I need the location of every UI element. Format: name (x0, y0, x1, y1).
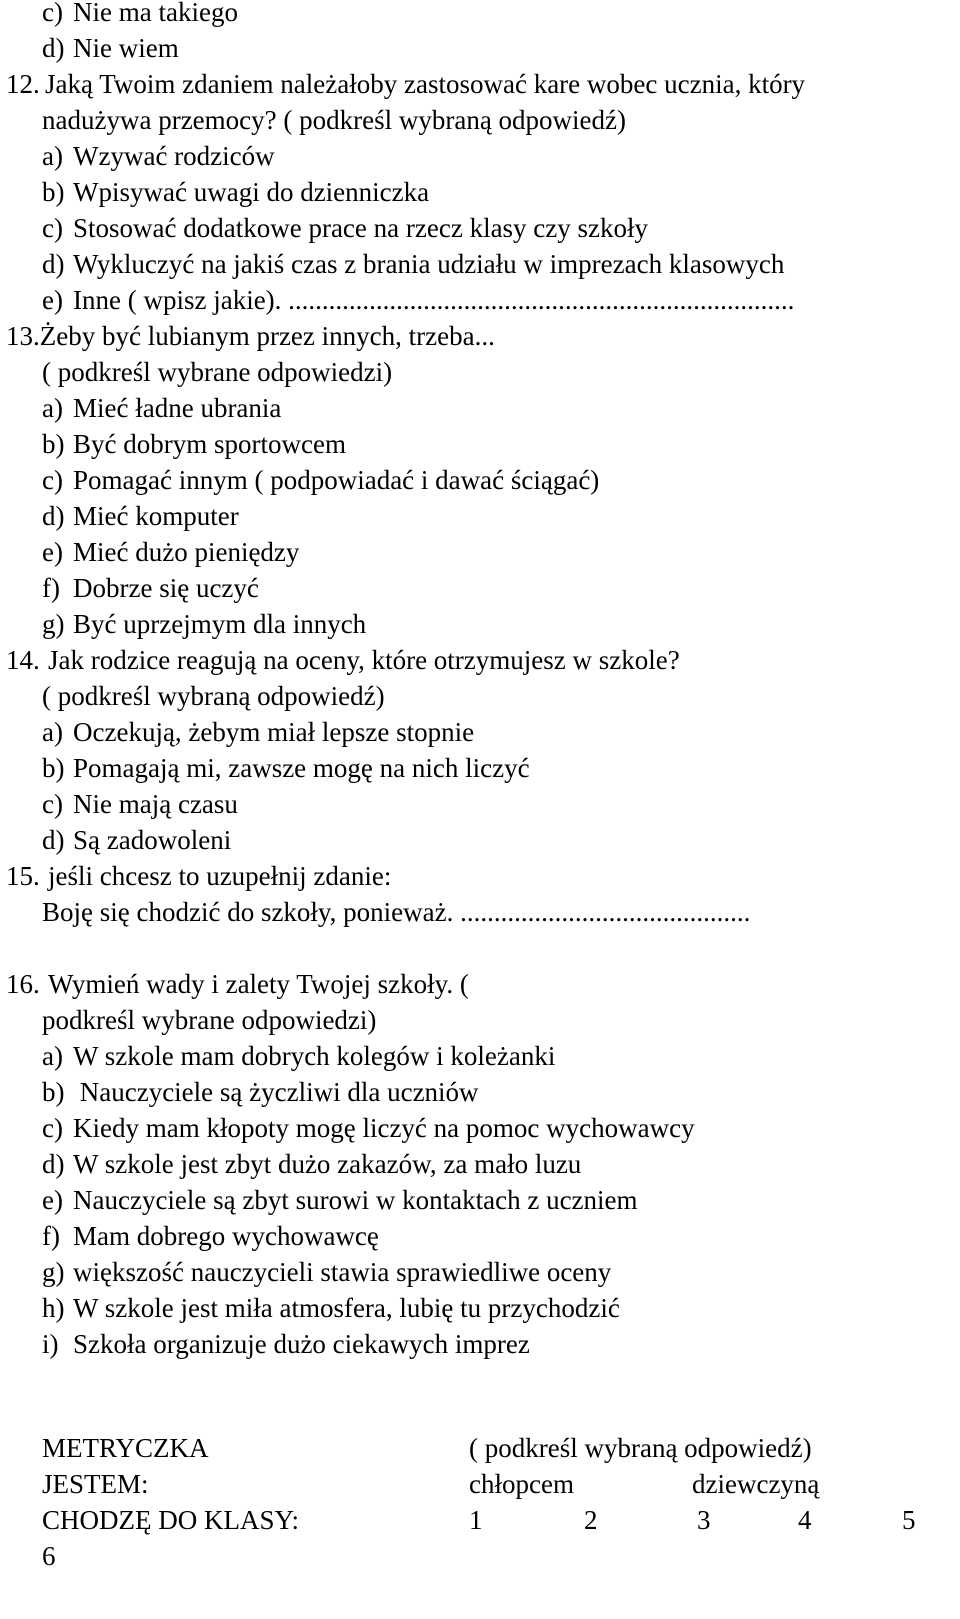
option-marker: e) (42, 285, 63, 315)
option-text: Pomagać innym ( podpowiadać i dawać ściągać) (73, 465, 600, 495)
q14-option-b (42, 750, 530, 786)
q13-instruction (42, 354, 392, 390)
q12-option-a (42, 138, 275, 174)
gender-option-boy[interactable]: chłopcem (469, 1469, 574, 1499)
q14-instruction (42, 678, 385, 714)
option-marker: f) (42, 573, 60, 603)
q16-instruction (42, 1002, 376, 1038)
option-marker: c) (42, 789, 63, 819)
option-marker: d) (42, 825, 65, 855)
option-marker: a) (42, 717, 63, 747)
question-text: jeśli chcesz to uzupełnij zdanie: (48, 861, 392, 891)
option-marker: b) (42, 429, 65, 459)
q14-option-d (42, 822, 231, 858)
option-marker: a) (42, 1041, 63, 1071)
q11-option-c (42, 0, 238, 30)
q13-option-b (42, 426, 346, 462)
q13-option-g (42, 606, 366, 642)
q12-question-cont (42, 102, 626, 138)
option-marker: e) (42, 1185, 63, 1215)
option-text: Nauczyciele są życzliwi dla uczniów (73, 1077, 479, 1107)
q16-option-g (42, 1254, 611, 1290)
class-option-4[interactable]: 4 (798, 1505, 812, 1535)
q13-option-e (42, 534, 299, 570)
class-option-3[interactable]: 3 (697, 1505, 711, 1535)
q14-option-c (42, 786, 238, 822)
q15-sentence (42, 894, 750, 930)
q14-option-a (42, 714, 474, 750)
q13-option-f (42, 570, 259, 606)
option-marker: d) (42, 501, 65, 531)
q16-option-h (42, 1290, 620, 1326)
option-marker: g) (42, 609, 65, 639)
question-text: Wymień wady i zalety Twojej szkoły. ( (48, 969, 469, 999)
option-text: Wykluczyć na jakiś czas z brania udziału w imprezach klasowych (73, 249, 785, 279)
q16-option-a (42, 1038, 555, 1074)
q16-question (6, 966, 469, 1002)
jestem-label: JESTEM: (42, 1469, 149, 1499)
question-number: 14. (6, 645, 40, 675)
q16-option-e (42, 1182, 638, 1218)
option-marker: e) (42, 537, 63, 567)
q13-option-a (42, 390, 281, 426)
option-marker: b) (42, 177, 65, 207)
q16-option-d (42, 1146, 581, 1182)
option-text: Nie mają czasu (73, 789, 238, 819)
option-marker: a) (42, 393, 63, 423)
option-text: Nauczyciele są zbyt surowi w kontaktach z uczniem (73, 1185, 638, 1215)
q13-option-c (42, 462, 599, 498)
q12-question (6, 66, 805, 102)
q12-option-e (42, 282, 794, 318)
question-text: Jak rodzice reagują na oceny, które otrzymujesz w szkole? (48, 645, 680, 675)
option-text: Mieć dużo pieniędzy (73, 537, 300, 567)
option-marker: c) (42, 0, 63, 27)
option-text: większość nauczycieli stawia sprawiedliwe oceny (73, 1257, 612, 1287)
option-marker: h) (42, 1293, 65, 1323)
option-text: Kiedy mam kłopoty mogę liczyć na pomoc wychowawcy (73, 1113, 695, 1143)
option-marker: c) (42, 1113, 63, 1143)
q15-question (6, 858, 391, 894)
class-option-1[interactable]: 1 (469, 1505, 483, 1535)
q13-option-d (42, 498, 239, 534)
option-text: Dobrze się uczyć (73, 573, 259, 603)
question-number: 16. (6, 969, 40, 999)
class-option-5[interactable]: 5 (902, 1505, 916, 1535)
question-number: 15. (6, 861, 40, 891)
q16-option-f (42, 1218, 379, 1254)
option-text: Stosować dodatkowe prace na rzecz klasy czy szkoły (73, 213, 649, 243)
option-text: Mieć komputer (73, 501, 239, 531)
option-marker: i) (42, 1329, 59, 1359)
option-text: W szkole mam dobrych kolegów i koleżanki (73, 1041, 556, 1071)
option-text: Mam dobrego wychowawcę (73, 1221, 379, 1251)
option-text: Inne ( wpisz jakie). ........................................................................... (73, 285, 795, 315)
klasa-label: CHODZĘ DO KLASY: (42, 1505, 300, 1535)
option-text: Być uprzejmym dla innych (73, 609, 367, 639)
q13-question (6, 318, 495, 354)
metryczka-title: METRYCZKA (42, 1433, 209, 1463)
q12-option-b (42, 174, 429, 210)
sentence-to-complete: Boję się chodzić do szkoły, ponieważ. ........................................... (42, 897, 751, 927)
q16-option-c (42, 1110, 695, 1146)
option-text: Być dobrym sportowcem (73, 429, 346, 459)
option-text: Są zadowoleni (73, 825, 232, 855)
option-text: Nie wiem (73, 33, 179, 63)
q14-question (6, 642, 680, 678)
option-text: Nie ma takiego (73, 0, 238, 27)
option-text: Szkoła organizuje dużo ciekawych imprez (73, 1329, 530, 1359)
gender-option-girl[interactable]: dziewczyną (692, 1469, 820, 1499)
question-instruction: ( podkreśl wybrane odpowiedzi) (42, 357, 393, 387)
option-marker: g) (42, 1257, 65, 1287)
option-marker: a) (42, 141, 63, 171)
q12-option-d (42, 246, 784, 282)
question-instruction: ( podkreśl wybraną odpowiedź) (42, 681, 385, 711)
question-instruction: podkreśl wybrane odpowiedzi) (42, 1005, 377, 1035)
option-text: Wzywać rodziców (73, 141, 275, 171)
q11-option-d (42, 30, 179, 66)
question-text-cont: nadużywa przemocy? ( podkreśl wybraną odpowiedź) (42, 105, 627, 135)
question-number: 12. (6, 69, 40, 99)
option-text: Mieć ładne ubrania (73, 393, 282, 423)
option-text: W szkole jest miła atmosfera, lubię tu przychodzić (73, 1293, 620, 1323)
option-text: Wpisywać uwagi do dzienniczka (73, 177, 430, 207)
option-marker: d) (42, 249, 65, 279)
option-marker: c) (42, 465, 63, 495)
class-option-6[interactable]: 6 (42, 1541, 56, 1571)
option-marker: c) (42, 213, 63, 243)
option-marker: f) (42, 1221, 60, 1251)
option-text: Pomagają mi, zawsze mogę na nich liczyć (73, 753, 530, 783)
option-marker: b) (42, 1077, 65, 1107)
q16-option-i (42, 1326, 530, 1362)
option-marker: b) (42, 753, 65, 783)
option-marker: d) (42, 33, 65, 63)
option-text: Oczekują, żebym miał lepsze stopnie (73, 717, 475, 747)
q12-option-c (42, 210, 648, 246)
metryczka-instruction: ( podkreśl wybraną odpowiedź) (469, 1433, 812, 1463)
q16-option-b (42, 1074, 479, 1110)
question-text: 13.Żeby być lubianym przez innych, trzeba... (6, 321, 495, 351)
question-text: Jaką Twoim zdaniem należałoby zastosować kare wobec ucznia, który (45, 69, 806, 99)
option-marker: d) (42, 1149, 65, 1179)
class-option-2[interactable]: 2 (584, 1505, 598, 1535)
option-text: W szkole jest zbyt dużo zakazów, za mało luzu (73, 1149, 582, 1179)
